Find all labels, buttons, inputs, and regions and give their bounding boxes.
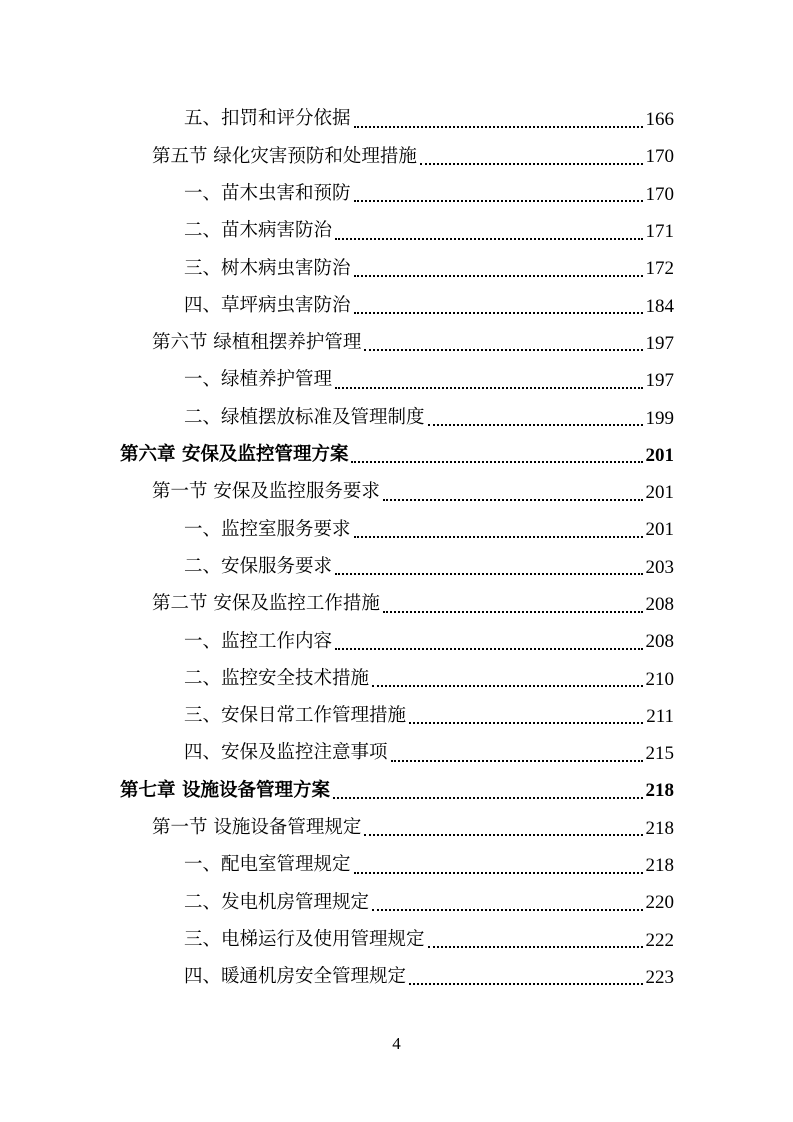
dot-leader <box>383 611 643 613</box>
toc-entry-page: 218 <box>645 855 674 877</box>
toc-entry[interactable] <box>0 698 793 735</box>
toc-entry[interactable] <box>0 922 793 959</box>
toc-entry-title: 一、监控工作内容 <box>184 630 333 652</box>
dot-leader <box>354 200 643 202</box>
toc-entry-page: 211 <box>646 705 674 727</box>
toc-entry-page: 220 <box>645 892 674 914</box>
dot-leader <box>351 461 642 463</box>
toc-entry-title: 第七章 设施设备管理方案 <box>120 779 330 801</box>
toc-entry-page: 218 <box>645 817 674 839</box>
toc-entry[interactable] <box>0 474 793 511</box>
toc-entry-page: 201 <box>645 519 674 541</box>
toc-entry[interactable] <box>0 586 793 623</box>
toc-entry[interactable] <box>0 959 793 996</box>
toc-entry[interactable] <box>0 250 793 287</box>
dot-leader <box>335 238 642 240</box>
toc-entry[interactable] <box>0 623 793 660</box>
toc-entry-title: 一、绿植养护管理 <box>184 369 333 391</box>
toc-entry[interactable] <box>0 884 793 921</box>
toc-entry-title: 第一节 安保及监控服务要求 <box>152 481 380 503</box>
toc-entry-title: 四、草坪病虫害防治 <box>184 294 351 316</box>
dot-leader <box>354 126 643 128</box>
toc-entry-title: 三、安保日常工作管理措施 <box>184 705 407 727</box>
dot-leader <box>420 163 643 165</box>
toc-entry[interactable] <box>0 213 793 250</box>
toc-entry[interactable] <box>0 101 793 138</box>
toc-entry[interactable] <box>0 362 793 399</box>
dot-leader <box>354 536 643 538</box>
dot-leader <box>335 387 642 389</box>
toc-entry-page: 170 <box>645 146 674 168</box>
toc-entry-title: 第六节 绿植租摆养护管理 <box>152 332 362 354</box>
toc-entry[interactable] <box>0 399 793 436</box>
toc-entry-title: 一、苗木虫害和预防 <box>184 182 351 204</box>
toc-entry-title: 二、苗木病害防治 <box>184 220 333 242</box>
toc-entry-title: 三、电梯运行及使用管理规定 <box>184 928 425 950</box>
dot-leader <box>335 573 642 575</box>
dot-leader <box>428 946 643 948</box>
toc-entry-title: 四、暖通机房安全管理规定 <box>184 966 407 988</box>
toc-entry[interactable] <box>0 660 793 697</box>
toc-entry-title: 第一节 设施设备管理规定 <box>152 817 362 839</box>
toc-entry[interactable] <box>0 138 793 175</box>
dot-leader <box>354 312 643 314</box>
toc-entry-page: 171 <box>645 221 674 243</box>
table-of-contents <box>0 101 793 996</box>
toc-entry-title: 五、扣罚和评分依据 <box>184 108 351 130</box>
dot-leader <box>354 872 643 874</box>
toc-entry-page: 199 <box>645 407 674 429</box>
page-number: 4 <box>392 1034 401 1053</box>
toc-entry-page: 166 <box>645 109 674 131</box>
toc-entry-page: 223 <box>645 966 674 988</box>
toc-entry-page: 210 <box>645 668 674 690</box>
toc-entry-page: 208 <box>645 594 674 615</box>
toc-entry-title: 第六章 安保及监控管理方案 <box>120 444 349 466</box>
toc-entry-page: 172 <box>645 258 674 280</box>
dot-leader <box>364 349 642 351</box>
toc-entry-page: 197 <box>645 332 674 354</box>
dot-leader <box>428 424 643 426</box>
toc-entry-title: 二、发电机房管理规定 <box>184 891 370 913</box>
toc-entry-page: 203 <box>645 556 674 578</box>
dot-leader <box>409 983 642 985</box>
dot-leader <box>391 760 643 762</box>
toc-entry-title: 一、监控室服务要求 <box>184 518 351 540</box>
toc-entry-title: 第五节 绿化灾害预防和处理措施 <box>152 145 417 167</box>
dot-leader <box>354 275 643 277</box>
toc-entry-page: 215 <box>645 743 674 765</box>
toc-entry-page: 197 <box>645 370 674 392</box>
toc-entry[interactable] <box>0 325 793 362</box>
toc-entry-page: 208 <box>645 631 674 653</box>
toc-entry[interactable] <box>0 810 793 847</box>
dot-leader <box>333 797 643 799</box>
toc-entry-title: 四、安保及监控注意事项 <box>184 742 388 764</box>
toc-entry-title: 二、绿植摆放标准及管理制度 <box>184 406 425 428</box>
dot-leader <box>372 909 642 911</box>
toc-entry[interactable] <box>0 176 793 213</box>
toc-entry-page: 218 <box>645 780 674 802</box>
toc-entry-page: 170 <box>645 183 674 205</box>
toc-entry[interactable] <box>0 437 793 474</box>
toc-entry[interactable] <box>0 287 793 324</box>
toc-entry-page: 201 <box>645 482 674 504</box>
dot-leader <box>409 722 643 724</box>
toc-entry-title: 一、配电室管理规定 <box>184 854 351 876</box>
toc-entry-title: 三、树木病虫害防治 <box>184 257 351 279</box>
toc-entry-title: 二、安保服务要求 <box>184 555 333 577</box>
dot-leader <box>372 685 642 687</box>
toc-entry-title: 二、监控安全技术措施 <box>184 667 370 689</box>
dot-leader <box>383 499 643 501</box>
dot-leader <box>335 648 642 650</box>
toc-entry-title: 第二节 安保及监控工作措施 <box>152 593 380 615</box>
toc-entry-page: 201 <box>645 444 674 466</box>
toc-entry[interactable] <box>0 772 793 809</box>
toc-entry[interactable] <box>0 549 793 586</box>
toc-entry[interactable] <box>0 735 793 772</box>
toc-entry-page: 184 <box>645 295 674 317</box>
toc-entry[interactable] <box>0 847 793 884</box>
toc-entry[interactable] <box>0 511 793 548</box>
dot-leader <box>364 834 642 836</box>
toc-entry-page: 222 <box>645 929 674 951</box>
